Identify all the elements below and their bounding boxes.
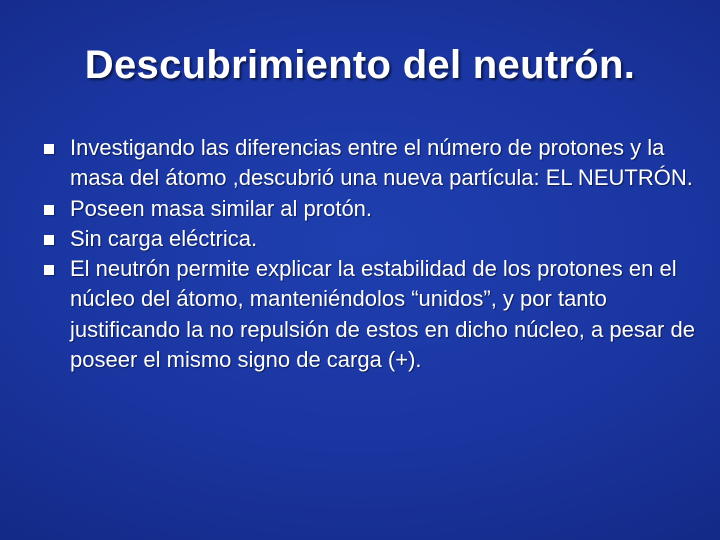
bullet-item [40, 133, 700, 194]
bullet-text: Sin carga eléctrica. [70, 225, 258, 251]
bullet-list [40, 133, 700, 375]
bullet-text: Poseen masa similar al protón. [70, 195, 373, 221]
bullet-item [40, 194, 700, 224]
square-bullet-icon [44, 235, 54, 245]
bullet-text: El neutrón permite explicar la estabilidad de los protones en el núcleo del átomo, manteniéndolos “unidos”, y por tanto justificando la no repulsión de estos en dicho núcleo, a pesar de poseer el mismo signo de carga (+). [70, 256, 695, 373]
bullet-item [40, 254, 700, 375]
bullet-text: Investigando las diferencias entre el número de protones y la masa del átomo ,descubrió una nueva partícula: EL NEUTRÓN. [70, 135, 693, 191]
slide-title: Descubrimiento del neutrón. [84, 43, 636, 87]
bullet-item [40, 224, 700, 254]
square-bullet-icon [44, 265, 54, 275]
square-bullet-icon [44, 144, 54, 154]
square-bullet-icon [44, 205, 54, 215]
